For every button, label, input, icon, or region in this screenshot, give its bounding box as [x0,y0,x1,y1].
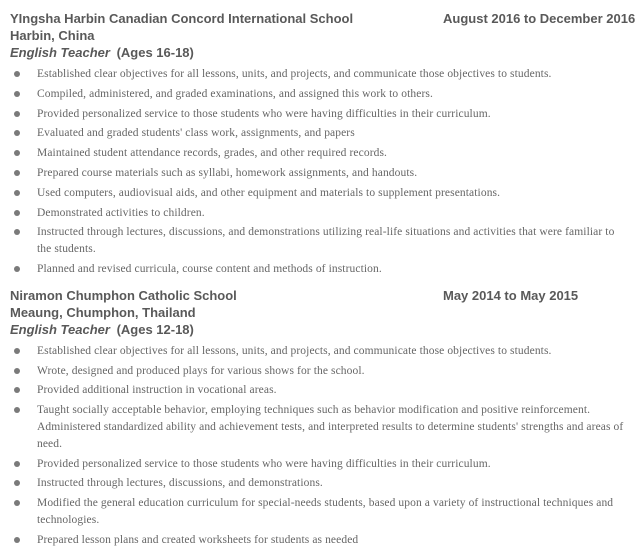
duty-list [10,343,631,549]
job-entry [10,10,636,278]
duty-item [10,261,631,278]
duty-item [10,165,631,182]
duty-text: Taught socially acceptable behavior, employing techniques such as behavior modification and positive reinforcement. Administered standardized ability and achievement tests, and interpreted results to determine students' strengths and areas of need. [37,404,624,450]
bullet-icon [14,461,20,467]
role-line [10,44,631,61]
bullet-icon [14,537,20,543]
role-line [10,321,631,338]
duty-item [10,363,631,380]
duty-text: Used computers, audiovisual aids, and other equipment and materials to supplement presentations. [37,186,501,199]
job-location: Meaung, Chumphon, Thailand [10,304,196,320]
duty-text: Instructed through lectures, discussions, and demonstrations. [37,477,323,490]
duty-item [10,402,631,452]
bullet-icon [14,111,20,117]
bullet-icon [14,266,20,272]
bullet-icon [14,170,20,176]
bullet-icon [14,91,20,97]
job-age-range: (Ages 16-18) [116,45,194,60]
duty-text: Provided personalized service to those students who were having difficulties in their curriculum. [37,457,491,470]
duty-text: Demonstrated activities to children. [37,206,205,219]
duty-item [10,224,631,258]
duty-item [10,185,631,202]
duty-text: Modified the general education curriculum for special-needs students, based upon a variety of instructional techniques and technologies. [37,497,614,526]
job-age-range: (Ages 12-18) [116,321,194,337]
bullet-icon [14,210,20,216]
bullet-icon [14,500,20,506]
job-title: English Teacher [10,45,110,60]
duty-text: Established clear objectives for all lessons, units, and projects, and communicate those objectives to students. [37,344,552,357]
bullet-icon [14,407,20,413]
duty-text: Instructed through lectures, discussions, and demonstrations utilizing real-life situations and activities that were familiar to the students. [37,226,615,256]
duty-text: Established clear objectives for all lessons, units, and projects, and communicate those objectives to students. [37,68,552,80]
duty-list [10,66,631,278]
bullet-icon [14,71,20,77]
duty-text: Prepared course materials such as syllabi, homework assignments, and handouts. [37,166,418,179]
duty-item [10,145,631,162]
duty-text: Provided personalized service to those students who were having difficulties in their curriculum. [37,107,491,120]
bullet-icon [14,348,20,354]
employment-dates: May 2014 to May 2015 [443,287,579,303]
job-location: Harbin, China [10,28,95,43]
bullet-icon [14,150,20,156]
duty-item [10,125,631,142]
duty-text: Provided additional instruction in vocational areas. [37,384,277,397]
duty-item [10,86,631,103]
duty-text: Evaluated and graded students' class work, assignments, and papers [37,127,355,140]
job-title: English Teacher [10,321,110,337]
duty-item [10,106,631,123]
duty-text: Prepared lesson plans and created worksheets for students as needed [37,533,359,546]
duty-item [10,495,631,529]
job-entry [10,287,631,549]
school-line [10,287,631,304]
duty-item [10,532,631,549]
bullet-icon [14,368,20,374]
duty-item [10,456,631,473]
bullet-icon [14,480,20,486]
bullet-icon [14,387,20,393]
duty-text: Compiled, administered, and graded examinations, and assigned this work to others. [37,87,433,100]
school-name: YIngsha Harbin Canadian Concord International School [10,11,354,26]
job-header [10,10,636,61]
duty-item [10,343,631,360]
school-line [10,10,636,27]
duty-item [10,475,631,492]
bullet-icon [14,130,20,136]
job-header [10,287,631,338]
bullet-icon [14,229,20,235]
duty-item [10,382,631,399]
experience-section [10,10,636,549]
duty-text: Maintained student attendance records, grades, and other required records. [37,147,388,160]
school-name: Niramon Chumphon Catholic School [10,287,237,303]
duty-item [10,66,631,83]
bullet-icon [14,190,20,196]
duty-item [10,205,631,222]
duty-text: Wrote, designed and produced plays for various shows for the school. [37,364,365,377]
employment-dates: August 2016 to December 2016 [443,11,636,26]
duty-text: Planned and revised curricula, course content and methods of instruction. [37,262,382,275]
